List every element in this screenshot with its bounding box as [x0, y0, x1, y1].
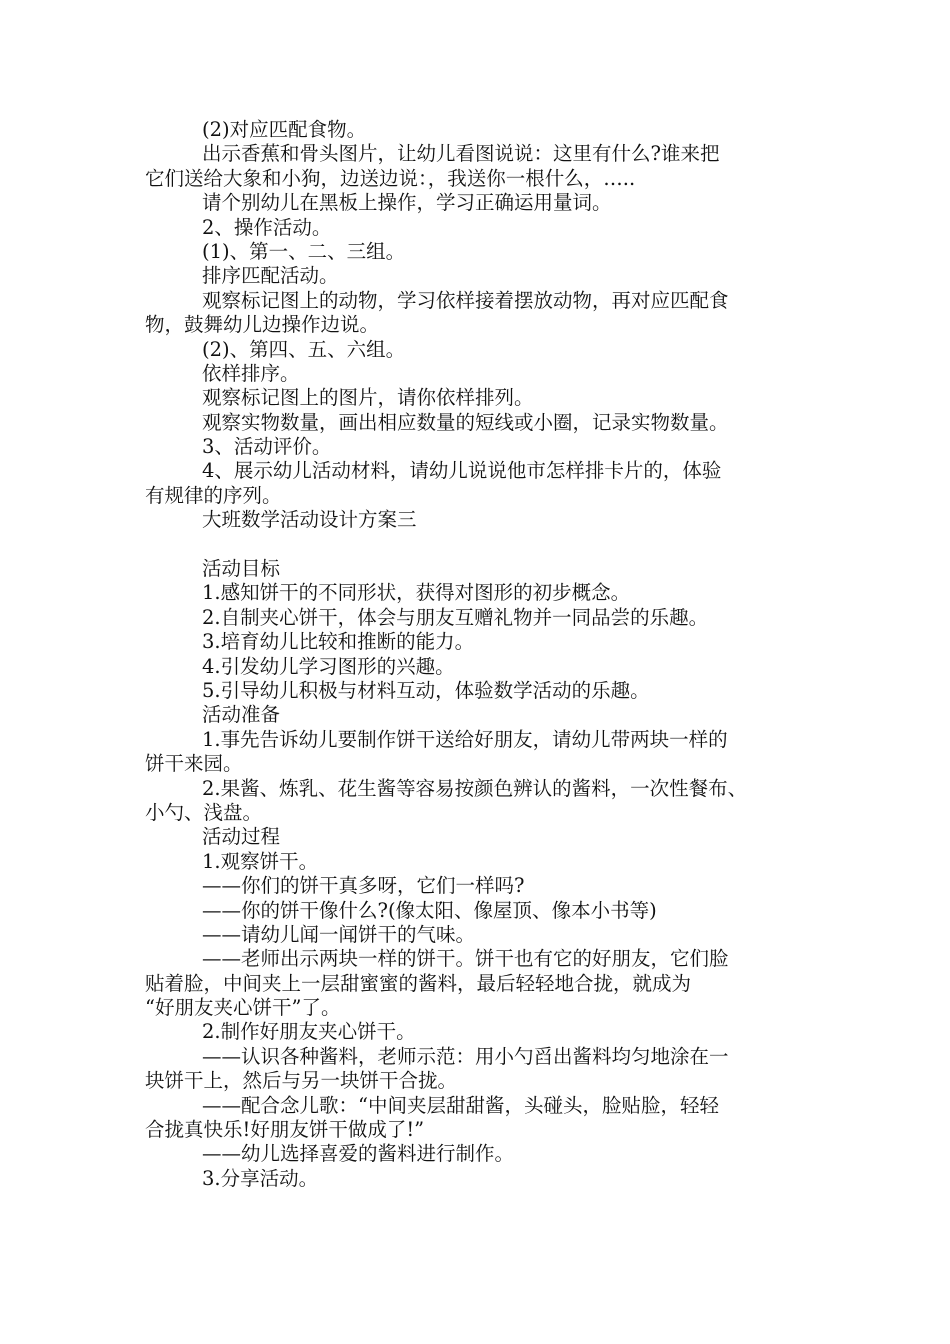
text-line: 合拢真快乐!好朋友饼干做成了!” [145, 1118, 425, 1142]
document-body [145, 118, 815, 1191]
text-line: 3.培育幼儿比较和推断的能力。 [202, 630, 475, 654]
text-line: (2)对应匹配食物。 [202, 118, 367, 141]
text-line: 观察标记图上的图片，请你依样排列。 [202, 386, 534, 410]
text-line: 活动过程 [202, 825, 281, 849]
text-line: ——认识各种酱料，老师示范：用小勺舀出酱料均匀地涂在一 [202, 1044, 729, 1068]
blank-line [145, 533, 815, 557]
text-line: 块饼干上，然后与另一块饼干合拢。 [145, 1069, 458, 1093]
text-line: 5.引导幼儿积极与材料互动，体验数学活动的乐趣。 [202, 678, 650, 702]
text-line: 贴着脸，中间夹上一层甜蜜蜜的酱料，最后轻轻地合拢，就成为 [145, 971, 692, 995]
text-line: 2.制作好朋友夹心饼干。 [202, 1020, 416, 1044]
text-line: (1)、第一、二、三组。 [202, 239, 406, 263]
text-line: 观察标记图上的动物，学习依样接着摆放动物，再对应匹配食 [202, 288, 729, 312]
text-line: 2、操作活动。 [202, 215, 332, 239]
text-line: ——幼儿选择喜爱的酱料进行制作。 [202, 1142, 515, 1166]
text-line: ——老师出示两块一样的饼干。饼干也有它的好朋友，它们脸 [202, 947, 729, 971]
text-line: ——你的饼干像什么?(像太阳、像屋顶、像本小书等) [202, 898, 657, 922]
text-line: 3、活动评价。 [202, 435, 332, 459]
text-line: 2.自制夹心饼干，体会与朋友互赠礼物并一同品尝的乐趣。 [202, 605, 709, 629]
text-line: 活动目标 [202, 557, 281, 581]
text-line: ——配合念儿歌：“中间夹层甜甜酱，头碰头，脸贴脸，轻轻 [202, 1093, 719, 1117]
text-line: 小勺、浅盘。 [145, 800, 263, 824]
text-line: ——你们的饼干真多呀，它们一样吗? [202, 874, 525, 898]
text-line: 有规律的序列。 [145, 483, 282, 507]
text-line: 依样排序。 [202, 361, 300, 385]
text-line: 物，鼓舞幼儿边操作边说。 [145, 313, 380, 337]
text-line: 4.引发幼儿学习图形的兴趣。 [202, 654, 455, 678]
text-line: 出示香蕉和骨头图片，让幼儿看图说说：这里有什么?谁来把 [202, 142, 720, 166]
text-line: 2.果酱、炼乳、花生酱等容易按颜色辨认的酱料，一次性餐布、 [202, 776, 748, 800]
text-line: 4、展示幼儿活动材料，请幼儿说说他市怎样排卡片的，体验 [202, 459, 722, 483]
text-line: ——请幼儿闻一闻饼干的气味。 [202, 922, 476, 946]
text-line: 请个别幼儿在黑板上操作，学习正确运用量词。 [202, 191, 612, 215]
text-line: 活动准备 [202, 703, 281, 727]
text-line: 1.事先告诉幼儿要制作饼干送给好朋友，请幼儿带两块一样的 [202, 727, 728, 751]
text-line: (2)、第四、五、六组。 [202, 337, 406, 361]
text-line: 它们送给大象和小狗，边送边说：，我送你一根什么，….. [145, 166, 636, 190]
text-line: 1.观察饼干。 [202, 849, 319, 873]
text-line: “好朋友夹心饼干”了。 [145, 996, 341, 1020]
text-line: 饼干来园。 [145, 752, 243, 776]
text-line: 1.感知饼干的不同形状，获得对图形的初步概念。 [202, 581, 631, 605]
text-line: 排序匹配活动。 [202, 264, 339, 288]
text-line: 观察实物数量，画出相应数量的短线或小圈，记录实物数量。 [202, 410, 729, 434]
text-line: 3.分享活动。 [202, 1166, 319, 1190]
text-line: 大班数学活动设计方案三 [202, 508, 417, 532]
